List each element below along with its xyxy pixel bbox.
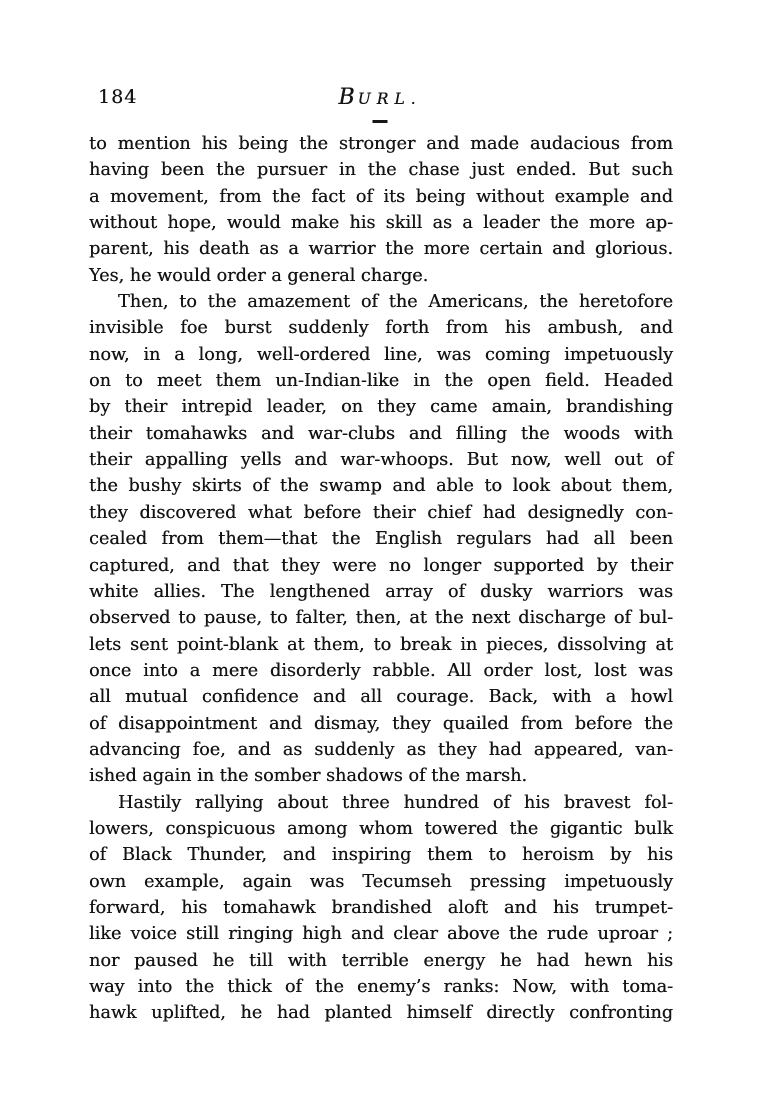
text-line: advancing foe, and as suddenly as they had appeared, van- (89, 739, 673, 760)
text-line: cealed from them—that the English regulars had all been (89, 529, 673, 550)
running-title-initial: B (338, 85, 355, 110)
text-line: their tomahawks and war-clubs and filling the woods with (89, 423, 673, 444)
text-line: now, in a long, well-ordered line, was coming impetuously (89, 344, 673, 365)
text-line: white allies. The lengthened array of dusky warriors was (89, 581, 673, 602)
text-line: like voice still ringing high and clear above the rude uproar ; (89, 924, 673, 945)
text-line: nor paused he till with terrible energy he had hewn his (89, 950, 673, 971)
page-body (89, 131, 673, 1027)
text-line: forward, his tomahawk brandished aloft and his trumpet- (89, 897, 673, 918)
running-title (0, 85, 760, 110)
text-line: without hope, would make his skill as a leader the more ap- (89, 213, 673, 234)
text-line: parent, his death as a warrior the more certain and glorious. (89, 239, 673, 260)
text-line: a movement, from the fact of its being without example and (89, 186, 673, 207)
text-line: all mutual confidence and all courage. Back, with a howl (89, 687, 673, 708)
header-rule (373, 120, 388, 123)
text-line: way into the thick of the enemy’s ranks: Now, with toma- (89, 977, 673, 997)
text-line: observed to pause, to falter, then, at the next discharge of bul- (89, 608, 673, 629)
text-line: lets sent point-blank at them, to break in pieces, dissolving at (89, 634, 673, 655)
text-line: of disappointment and dismay, they quailed from before the (89, 713, 673, 734)
text-line: having been the pursuer in the chase just ended. But such (89, 160, 673, 181)
text-line: lowers, conspicuous among whom towered the gigantic bulk (89, 818, 673, 839)
text-line: to mention his being the stronger and made audacious from (89, 134, 673, 154)
text-line: invisible foe burst suddenly forth from his ambush, and (89, 318, 673, 339)
page-number: 184 (98, 86, 138, 108)
text-line: their appalling yells and war-whoops. But now, well out of (89, 450, 673, 471)
running-title-rest: URL. (357, 90, 422, 108)
text-line: ished again in the somber shadows of the marsh. (89, 766, 528, 787)
text-line: by their intrepid leader, on they came amain, brandishing (89, 397, 673, 418)
text-line: on to meet them un-Indian-like in the open field. Headed (89, 371, 673, 392)
text-line: they discovered what before their chief had designedly con- (89, 502, 673, 523)
text-line: Hastily rallying about three hundred of his bravest fol- (118, 792, 673, 813)
text-line: the bushy skirts of the swamp and able to look about them, (89, 476, 673, 497)
text-line: once into a mere disorderly rabble. All order lost, lost was (89, 660, 673, 681)
text-line: own example, again was Tecumseh pressing impetuously (89, 871, 673, 892)
text-line: captured, and that they were no longer supported by their (89, 555, 673, 576)
text-line: hawk uplifted, he had planted himself directly confronting (89, 1003, 673, 1024)
text-line: Yes, he would order a general charge. (89, 265, 429, 286)
text-line: of Black Thunder, and inspiring them to heroism by his (89, 845, 673, 866)
text-line: Then, to the amazement of the Americans, the heretofore (118, 292, 673, 313)
